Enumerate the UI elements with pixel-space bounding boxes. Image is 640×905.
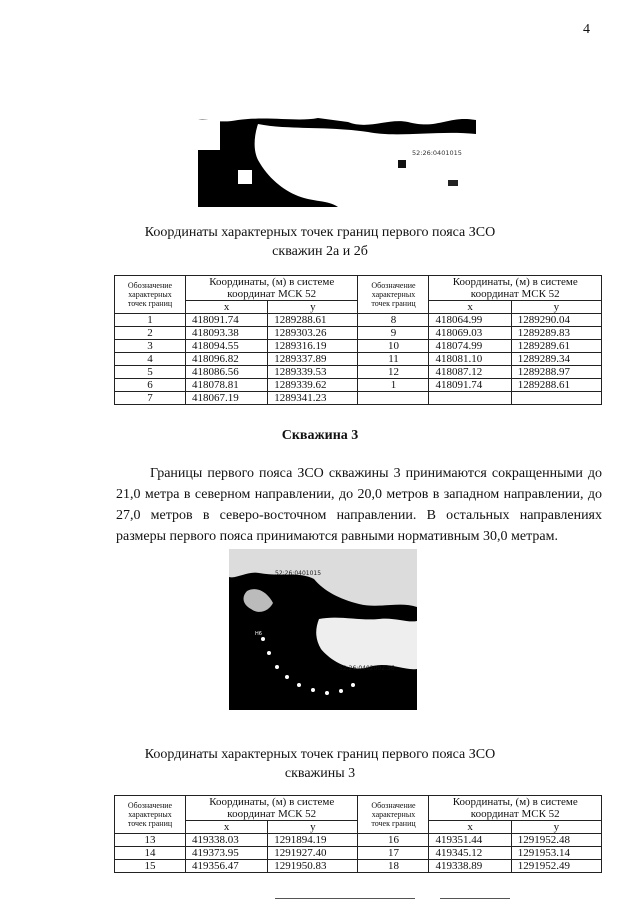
caption-2-line2: скважины 3 — [284, 766, 356, 781]
table-cell: 16 — [358, 834, 429, 847]
table-row — [115, 847, 602, 860]
table-cell — [511, 392, 601, 405]
table-cell: 1289339.53 — [268, 366, 358, 379]
table-cell: 1291952.49 — [511, 860, 601, 873]
table-cell: 1289289.34 — [511, 353, 601, 366]
table-cell: 1289289.61 — [511, 340, 601, 353]
table-cell: 1291894.19 — [268, 834, 358, 847]
table-cell: 419351.44 — [429, 834, 511, 847]
table-cell: 1289339.62 — [268, 379, 358, 392]
table-cell: 418069.03 — [429, 327, 511, 340]
table-cell: 15 — [115, 860, 186, 873]
header-y: y — [511, 821, 601, 834]
table-cell: 1289288.97 — [511, 366, 601, 379]
table-cell: 419338.89 — [429, 860, 511, 873]
table-cell: 8 — [358, 314, 429, 327]
table-row — [115, 314, 602, 327]
header-x: x — [186, 821, 268, 834]
table-cell — [358, 392, 429, 405]
caption-1-line1: Координаты характерных точек границ первого пояса ЗСО — [144, 225, 496, 240]
table-cell: 418086.56 — [186, 366, 268, 379]
table-cell: 1289303.26 — [268, 327, 358, 340]
table-cell: 7 — [115, 392, 186, 405]
header-point: Обозначение характерных точек границ — [115, 796, 186, 834]
header-x: x — [186, 301, 268, 314]
header-x: x — [429, 821, 511, 834]
table-cell: 12 — [358, 366, 429, 379]
table-cell: 6 — [115, 379, 186, 392]
header-coords: Координаты, (м) в системе координат МСК 52 — [186, 276, 358, 301]
table-row — [115, 379, 602, 392]
header-coords: Координаты, (м) в системе координат МСК 52 — [186, 796, 358, 821]
table-cell: 1289337.89 — [268, 353, 358, 366]
table-cell: 419373.95 — [186, 847, 268, 860]
table-cell: 418096.82 — [186, 353, 268, 366]
cadastral-map-image-top — [198, 60, 476, 207]
section-title: Скважина 3 — [281, 428, 359, 443]
coordinates-table-2 — [114, 795, 602, 873]
caption-table-1 — [0, 223, 640, 261]
table-cell: 1289341.23 — [268, 392, 358, 405]
table-cell: 418078.81 — [186, 379, 268, 392]
header-y: y — [268, 301, 358, 314]
table-cell: 1289289.83 — [511, 327, 601, 340]
table-cell: 418091.74 — [429, 379, 511, 392]
coordinates-table-1 — [114, 275, 602, 405]
map-label-parcel-top: 52:26:0401015 — [275, 570, 322, 577]
table-cell: 11 — [358, 353, 429, 366]
table-cell: 1291927.40 — [268, 847, 358, 860]
header-y: y — [511, 301, 601, 314]
header-point: Обозначение характерных точек границ — [115, 276, 186, 314]
table-row — [115, 353, 602, 366]
table-row — [115, 834, 602, 847]
table-cell: 10 — [358, 340, 429, 353]
table-cell: 418064.99 — [429, 314, 511, 327]
table-cell: 5 — [115, 366, 186, 379]
table-cell: 13 — [115, 834, 186, 847]
table-cell: 1291952.48 — [511, 834, 601, 847]
table-cell: 419356.47 — [186, 860, 268, 873]
table-cell: 2 — [115, 327, 186, 340]
table-row — [115, 340, 602, 353]
table-row — [115, 366, 602, 379]
table-cell: 14 — [115, 847, 186, 860]
table-cell: 1289316.19 — [268, 340, 358, 353]
table-cell: 418087.12 — [429, 366, 511, 379]
table-cell: 3 — [115, 340, 186, 353]
table-cell: 17 — [358, 847, 429, 860]
header-coords: Координаты, (м) в системе координат МСК 52 — [429, 276, 602, 301]
table-cell: 418091.74 — [186, 314, 268, 327]
header-point: Обозначение характерных точек границ — [358, 276, 429, 314]
table-cell: 1 — [115, 314, 186, 327]
table-cell: 419345.12 — [429, 847, 511, 860]
header-coords: Координаты, (м) в системе координат МСК 52 — [429, 796, 602, 821]
header-y: y — [268, 821, 358, 834]
table-cell: 418093.38 — [186, 327, 268, 340]
map-label-parcel: 52:26:0401015 — [412, 149, 462, 157]
table-cell: 4 — [115, 353, 186, 366]
table-row — [115, 860, 602, 873]
map-point-label: Н6 — [255, 631, 262, 637]
cadastral-map-image-bottom — [229, 549, 417, 710]
table-cell: 418094.55 — [186, 340, 268, 353]
caption-table-2 — [0, 745, 640, 783]
header-point: Обозначение характерных точек границ — [358, 796, 429, 834]
caption-2-line1: Координаты характерных точек границ первого пояса ЗСО — [144, 747, 496, 762]
table-row — [115, 392, 602, 405]
table-cell: 418081.10 — [429, 353, 511, 366]
table-cell: 419338.03 — [186, 834, 268, 847]
table-cell: 1 — [358, 379, 429, 392]
footer-rule — [440, 898, 510, 899]
table-cell: 1289288.61 — [268, 314, 358, 327]
table-cell: 1291950.83 — [268, 860, 358, 873]
header-x: x — [429, 301, 511, 314]
caption-1-line2: скважин 2а и 2б — [272, 244, 368, 259]
footer-rule — [275, 898, 415, 899]
table-cell: 1289290.04 — [511, 314, 601, 327]
table-cell: 418067.19 — [186, 392, 268, 405]
table-cell: 1289288.61 — [511, 379, 601, 392]
table-cell: 418074.99 — [429, 340, 511, 353]
body-paragraph: Границы первого пояса ЗСО скважины 3 принимаются сокращенными до 21,0 метра в северном направлении, до 20,0 метров в западном направлении, до 27,0 метров в северо-восточном направлении. В остальных направлениях размеры первого пояса принимаются равными нормативным 30,0 метрам. — [116, 466, 602, 544]
table-cell: 1291953.14 — [511, 847, 601, 860]
table-cell — [429, 392, 511, 405]
map-label-parcel-mid: 52:26:0402002:56 — [339, 665, 395, 672]
table-cell: 18 — [358, 860, 429, 873]
page-number: 4 — [583, 22, 590, 37]
table-row — [115, 327, 602, 340]
table-cell: 9 — [358, 327, 429, 340]
